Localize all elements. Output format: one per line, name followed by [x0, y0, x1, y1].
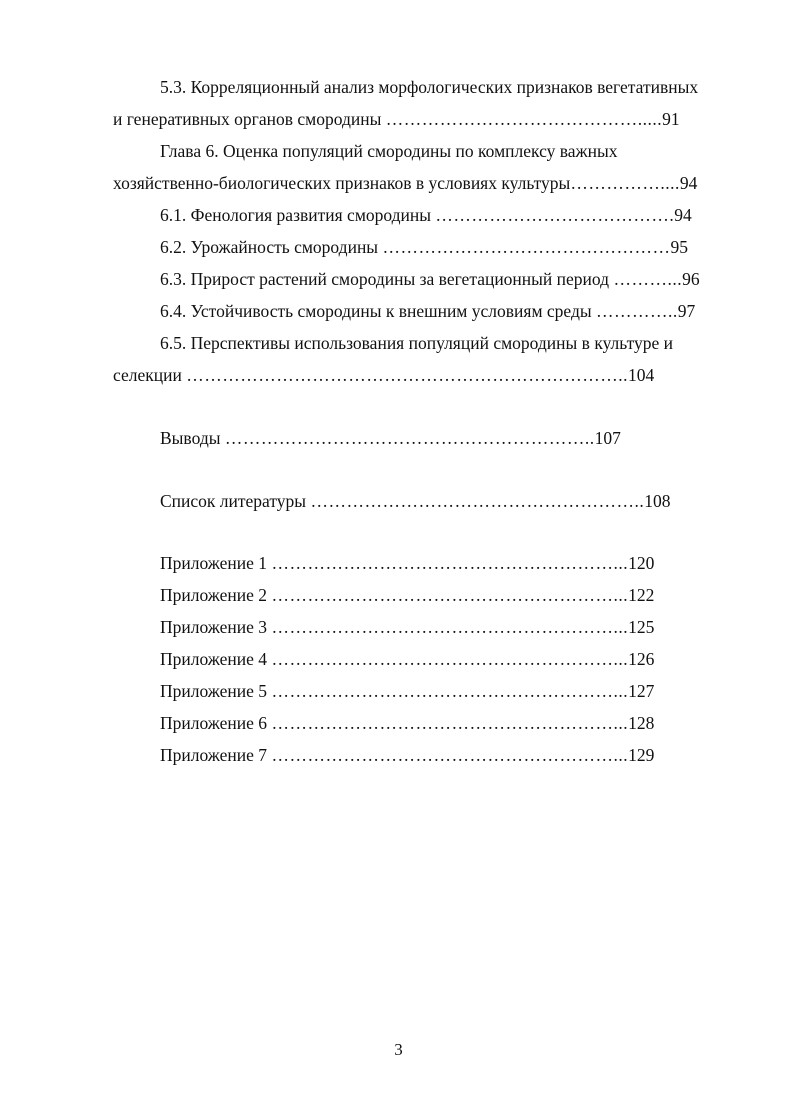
toc-line — [160, 332, 750, 354]
toc-page-number: 126 — [628, 649, 655, 669]
toc-page-number: 122 — [628, 585, 655, 605]
toc-text: Приложение 6 — [160, 713, 268, 733]
toc-page-number: 125 — [628, 617, 655, 637]
toc-entry[interactable] — [113, 108, 745, 130]
toc-page-number: 91 — [662, 109, 680, 129]
leader-dots: …………….... — [570, 173, 680, 193]
toc-page-number: 94 — [679, 173, 698, 193]
toc-entry[interactable] — [160, 712, 745, 734]
toc-line — [160, 140, 750, 162]
toc-entry[interactable] — [160, 552, 745, 574]
leader-dots: …………………………………………………... — [271, 585, 629, 605]
toc-entry[interactable] — [113, 172, 745, 194]
toc-page-number: 94 — [674, 205, 692, 225]
toc-text: Выводы — [160, 428, 221, 448]
toc-text: 5.3. Корреляционный анализ морфологических признаков вегетативных — [160, 77, 699, 97]
toc-page-number: 97 — [677, 301, 696, 321]
toc-entry[interactable] — [160, 268, 750, 290]
toc-text: 6.1. Фенология развития смородины — [160, 205, 432, 225]
toc-text: Приложение 4 — [160, 649, 268, 669]
leader-dots: …………………………………………………... — [271, 617, 629, 637]
toc-text: Глава 6. Оценка популяций смородины по комплексу важных — [160, 141, 618, 161]
leader-dots: ……………………………………..... — [385, 109, 663, 129]
leader-dots: ……………………………………………….. — [310, 491, 645, 511]
toc-entry[interactable] — [113, 364, 745, 386]
toc-text: 6.4. Устойчивость смородины к внешним условиям среды — [160, 301, 592, 321]
toc-entry[interactable] — [160, 584, 745, 606]
toc-text: Приложение 2 — [160, 585, 268, 605]
leader-dots: ………... — [613, 269, 683, 289]
toc-text: Приложение 5 — [160, 681, 268, 701]
toc-text: 6.5. Перспективы использования популяций смородины в культуре и — [160, 333, 674, 353]
leader-dots: ………………………………………… — [382, 237, 671, 257]
toc-text: 6.3. Прирост растений смородины за вегетационный период — [160, 269, 610, 289]
toc-text: селекции — [113, 365, 182, 385]
leader-dots: …………………………………………………... — [271, 713, 629, 733]
toc-text: Приложение 3 — [160, 617, 268, 637]
toc-entry[interactable] — [160, 427, 745, 449]
leader-dots: ………….. — [595, 301, 678, 321]
toc-page-number: 95 — [670, 237, 688, 257]
toc-entry[interactable] — [160, 648, 745, 670]
toc-page-number: 127 — [628, 681, 655, 701]
toc-page-number: 129 — [628, 745, 655, 765]
toc-entry[interactable] — [160, 616, 745, 638]
toc-page-number: 107 — [594, 428, 621, 448]
toc-text: Список литературы — [160, 491, 307, 511]
toc-page-number: 120 — [628, 553, 655, 573]
leader-dots: …………………………………………………... — [271, 681, 629, 701]
leader-dots: …………………………………………………….. — [224, 428, 595, 448]
leader-dots: …………………………………. — [435, 205, 675, 225]
toc-text: Приложение 7 — [160, 745, 268, 765]
leader-dots: ……………………………………………………………….. — [186, 365, 628, 385]
toc-text: Приложение 1 — [160, 553, 268, 573]
toc-entry[interactable] — [160, 204, 745, 226]
toc-page-number: 108 — [644, 491, 671, 511]
leader-dots: …………………………………………………... — [271, 745, 629, 765]
leader-dots: …………………………………………………... — [271, 553, 629, 573]
leader-dots: …………………………………………………... — [271, 649, 629, 669]
toc-page-number: 104 — [627, 365, 655, 385]
toc-entry[interactable] — [160, 744, 745, 766]
toc-line — [160, 76, 750, 98]
toc-text: 6.2. Урожайность смородины — [160, 237, 379, 257]
page-number: 3 — [394, 1040, 403, 1059]
toc-page-number: 128 — [628, 713, 655, 733]
toc-entry[interactable] — [160, 236, 745, 258]
toc-page-number: 96 — [682, 269, 700, 289]
toc-text: хозяйственно-биологических признаков в условиях культуры — [113, 173, 571, 193]
toc-entry[interactable] — [160, 680, 745, 702]
toc-entry[interactable] — [160, 490, 745, 512]
toc-text: и генеративных органов смородины — [113, 109, 382, 129]
toc-entry[interactable] — [160, 300, 750, 322]
